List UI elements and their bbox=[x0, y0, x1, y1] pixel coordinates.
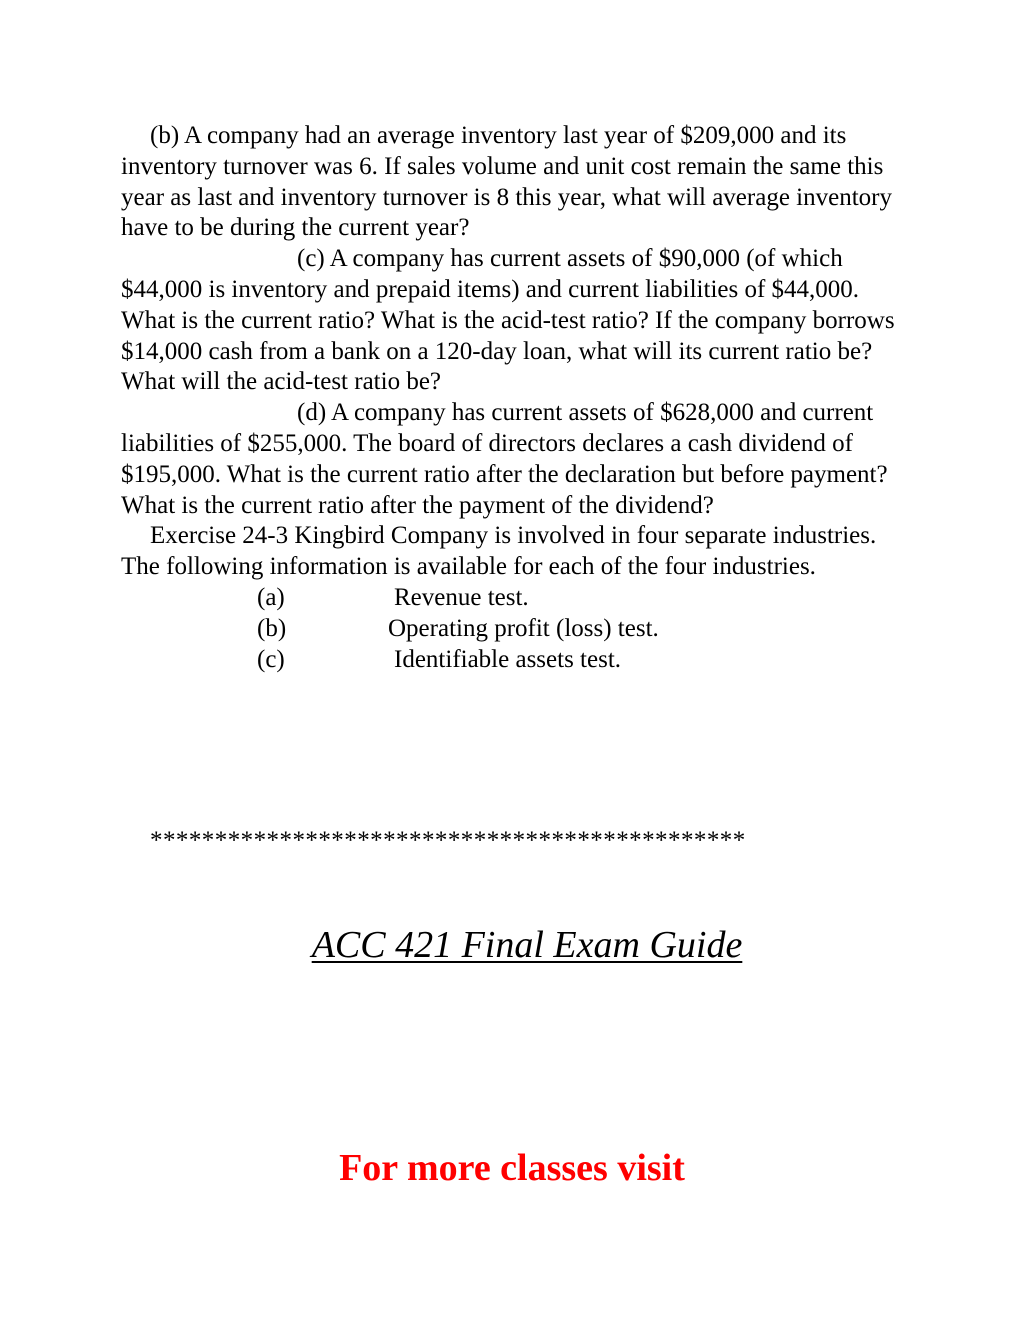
question-b-paragraph: (b) A company had an average inventory last year of $209,000 and its inventory turnover was 6. If sales volume and unit cost remain the same this year as last and inventory turnover is 8 this year, what will average inventory have to be during the current year? bbox=[121, 122, 892, 242]
test-item-letter: (b) bbox=[257, 614, 287, 642]
question-d-paragraph: (d) A company has current assets of $628,000 and current liabilities of $255,000. The board of directors declares a cash dividend of $195,000. What is the current ratio after the declaration but before payment? What is the current ratio after the payment of the dividend? bbox=[121, 399, 888, 519]
test-item-label: Identifiable assets test. bbox=[394, 645, 622, 673]
test-item bbox=[121, 614, 901, 645]
document-body bbox=[121, 121, 901, 675]
test-item-letter: (a) bbox=[257, 583, 285, 611]
test-item-letter: (c) bbox=[257, 645, 285, 673]
test-list bbox=[121, 583, 901, 675]
asterisk-separator: ********************************************** bbox=[150, 827, 746, 854]
visit-text: For more classes visit bbox=[339, 1147, 685, 1189]
test-item bbox=[121, 645, 901, 676]
test-item-label: Operating profit (loss) test. bbox=[388, 614, 659, 642]
exercise-24-3-paragraph: Exercise 24-3 Kingbird Company is involved in four separate industries. The following information is available for each of the four industries. bbox=[121, 522, 877, 581]
test-item bbox=[121, 583, 901, 614]
question-c-paragraph: (c) A company has current assets of $90,000 (of which $44,000 is inventory and prepaid items) and current liabilities of $44,000. What is the current ratio? What is the acid-test ratio? If the company borrows $14,000 cash from a bank on a 120-day loan, what will its current ratio be? What will the acid-test ratio be? bbox=[121, 245, 895, 396]
test-item-label: Revenue test. bbox=[394, 583, 529, 611]
guide-title: ACC 421 Final Exam Guide bbox=[311, 924, 743, 966]
